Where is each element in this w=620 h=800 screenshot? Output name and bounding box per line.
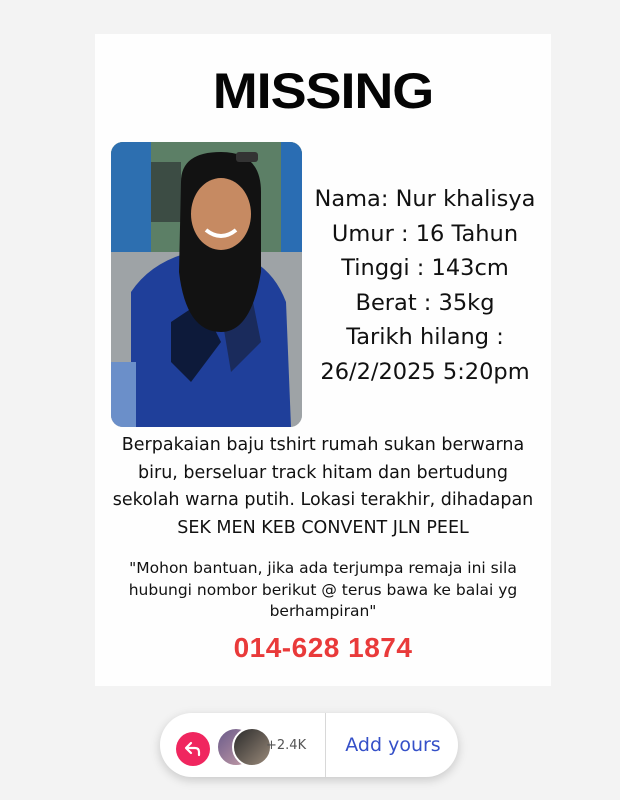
poster-title: MISSING xyxy=(212,63,434,119)
description-line: Berpakaian baju tshirt rumah sukan berwarna xyxy=(121,435,525,455)
detail-weight: Berat : 35kg xyxy=(355,289,495,316)
description-line: biru, berseluar track hitam dan bertudung xyxy=(138,462,508,483)
add-yours-button[interactable]: Add yours xyxy=(345,734,441,756)
detail-missing-datetime: 26/2/2025 5:20pm xyxy=(320,358,530,385)
reply-button[interactable] xyxy=(176,732,210,766)
person-details xyxy=(305,182,545,389)
divider xyxy=(325,713,326,777)
appeal-line: hubungi nombor berikut @ terus bawa ke balai yg xyxy=(128,580,518,599)
add-yours-bar[interactable] xyxy=(160,713,458,777)
detail-age: Umur : 16 Tahun xyxy=(331,220,519,247)
appeal-line: berhampiran" xyxy=(269,602,377,620)
appeal-text xyxy=(115,558,531,623)
clothing-description xyxy=(95,432,551,542)
portrait-illustration xyxy=(111,142,302,427)
missing-person-photo xyxy=(111,142,302,427)
detail-height: Tinggi : 143cm xyxy=(341,255,509,281)
contact-phone: 014-628 1874 xyxy=(233,632,413,663)
reply-arrow-icon xyxy=(184,741,202,757)
detail-name: Nama: Nur khalisya xyxy=(314,186,536,212)
missing-poster xyxy=(95,34,551,686)
appeal-line: "Mohon bantuan, jika ada terjumpa remaja ini sila xyxy=(129,559,517,577)
participant-count: +2.4K xyxy=(266,738,307,753)
description-line: sekolah warna putih. Lokasi terakhir, dihadapan xyxy=(112,490,534,510)
description-line: SEK MEN KEB CONVENT JLN PEEL xyxy=(177,517,469,538)
participant-avatars[interactable] xyxy=(202,727,266,765)
detail-missing-label: Tarikh hilang : xyxy=(346,324,504,350)
